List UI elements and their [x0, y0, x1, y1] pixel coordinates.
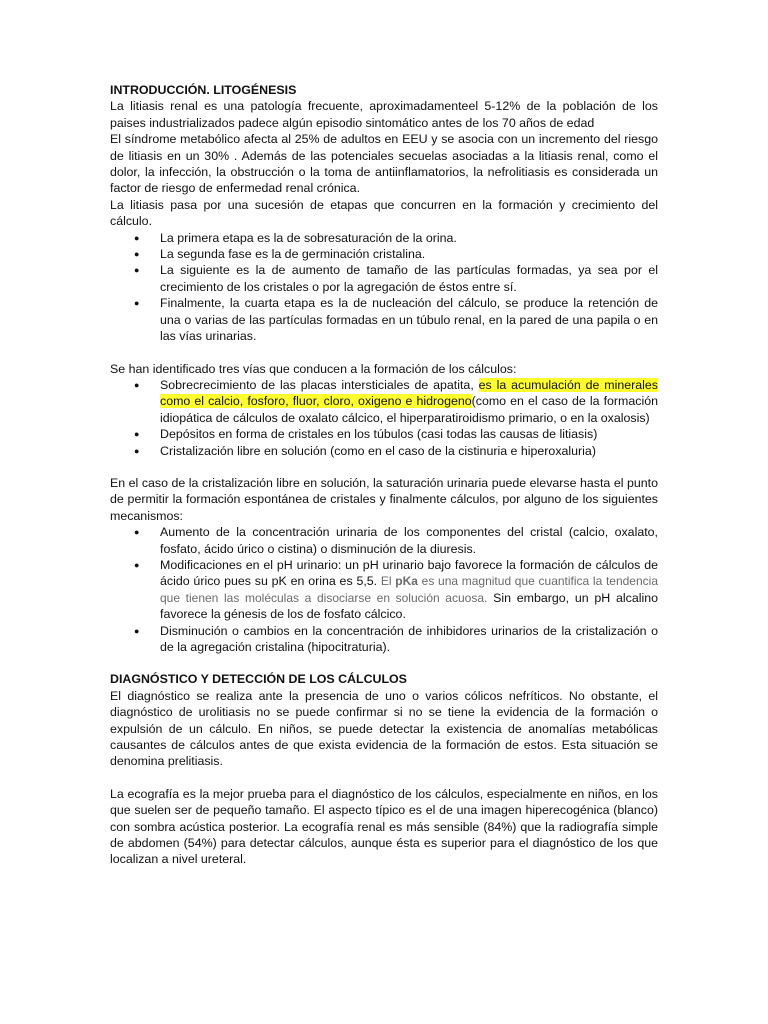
diagnostico-paragraph-2: La ecografía es la mejor prueba para el diagnóstico de los cálculos, especialmente en niños, en los que suelen ser de pequeño tamaño. El aspecto típico es el de una imagen hiperecogénica (blanco) con sombra acústica posterior. La ecografía renal es más sensible (84%) que la radiografía simple de abdomen (54%) para detectar cálculos, aunque ésta es superior para el diagnóstico de los que localizan a nivel ureteral. [110, 786, 658, 867]
heading-introduccion: INTRODUCCIÓN. LITOGÉNESIS [110, 83, 297, 97]
intro-paragraph-3: La litiasis pasa por una sucesión de etapas que concurren en la formación y crecimiento del cálculo. [110, 197, 658, 229]
bullet-icon: ● [134, 559, 140, 570]
pka-definition: El pKa es una magnitud que cuantifica la tendencia que tienen las moléculas a disociarse en solución acuosa. [160, 574, 658, 605]
bullet-icon: ● [134, 298, 140, 309]
bullet-icon: ● [134, 445, 140, 456]
list-item: ● Finalmente, la cuarta etapa es la de nucleación del cálculo, se produce la retención de una o varias de las partículas formadas en un túbulo renal, en la pared de una papila o en las vías urinarias. [134, 296, 658, 344]
bullet-icon: ● [134, 527, 140, 538]
vias-list [110, 377, 658, 459]
list-item: ● Aumento de la concentración urinaria de los componentes del cristal (calcio, oxalato, fosfato, ácido úrico o cistina) o disminución de la diuresis. [134, 525, 658, 556]
list-item: ● Disminución o cambios en la concentración de inhibidores urinarios de la cristalización o de la agregación cristalina (hipocitraturia). [134, 623, 658, 654]
bullet-icon: ● [134, 232, 140, 243]
list-item: ● Depósitos en forma de cristales en los túbulos (casi todas las causas de litiasis) [134, 427, 598, 442]
list-item: ● La primera etapa es la de sobresaturación de la orina. [134, 230, 457, 245]
intro-paragraph-1: La litiasis renal es una patología frecuente, aproximadamenteel 5-12% de la población de los paises industrializados padece algún episodio sintomático antes de los 70 años de edad [110, 99, 658, 130]
stages-list [110, 230, 658, 345]
diagnostico-paragraph-1: El diagnóstico se realiza ante la presencia de uno o varios cólicos nefríticos. No obstante, el diagnóstico de urolitiasis no se puede confirmar si no se tiene la evidencia de la formación o expulsión de un cálculo. En niños, se puede detectar la existencia de anomalías metabólicas causantes de cálculos antes de que exista evidencia de la formación de estos. Esta situación se denomina prelitiasis. [110, 688, 658, 769]
bullet-icon: ● [134, 379, 140, 390]
mecanismos-list [110, 524, 658, 655]
list-item: ● Sobrecrecimiento de las placas intersticiales de apatita, es la acumulación de minerales como el calcio, fosforo, fluor, cloro, oxigeno e hidrogeno(como en el caso de la formación idiopática de cálculos de oxalato cálcico, el hiperparatiroidismo primario, o en la oxalosis) [134, 377, 658, 425]
heading-diagnostico: DIAGNÓSTICO Y DETECCIÓN DE LOS CÁLCULOS [110, 672, 407, 687]
list-item: ● Cristalización libre en solución (como en el caso de la cistinuria e hiperoxaluria) [134, 443, 596, 458]
bullet-icon: ● [134, 625, 140, 636]
list-item: ● Modificaciones en el pH urinario: un pH urinario bajo favorece la formación de cálculos de ácido úrico pues su pK en orina es 5,5. El pKa es una magnitud que cuantifica la tendencia que tienen las moléculas a disociarse en solución acuosa. Sin embargo, un pH alcalino favorece la génesis de los de fosfato cálcico. [134, 557, 659, 622]
list-item: ● La segunda fase es la de germinación cristalina. [134, 247, 426, 262]
cristalizacion-intro: En el caso de la cristalización libre en solución, la saturación urinaria puede elevarse hasta el punto de permitir la formación espontánea de cristales y finalmente cálculos, por alguno de los siguientes mecanismos: [110, 475, 658, 523]
bullet-icon: ● [134, 265, 140, 276]
bullet-icon: ● [134, 429, 140, 440]
list-item: ● La siguiente es la de aumento de tamaño de las partículas formadas, ya sea por el crecimiento de los cristales o por la agregación de éstos entre sí. [134, 263, 658, 294]
highlighted-text: es la acumulación de minerales como el calcio, fosforo, fluor, cloro, oxigeno e hidrogeno [160, 377, 658, 409]
document-body [110, 82, 658, 868]
bullet-icon: ● [134, 249, 140, 260]
intro-paragraph-2: El síndrome metabólico afecta al 25% de adultos en EEU y se asocia con un incremento del riesgo de litiasis en un 30% . Además de las potenciales secuelas asociadas a la litiasis renal, como el dolor, la infección, la obstrucción o la toma de antiinflamatorios, la nefrolitiasis es considerada un factor de riesgo de enfermedad renal crónica. [110, 132, 658, 196]
vias-intro: Se han identificado tres vías que conducen a la formación de los cálculos: [110, 361, 517, 376]
